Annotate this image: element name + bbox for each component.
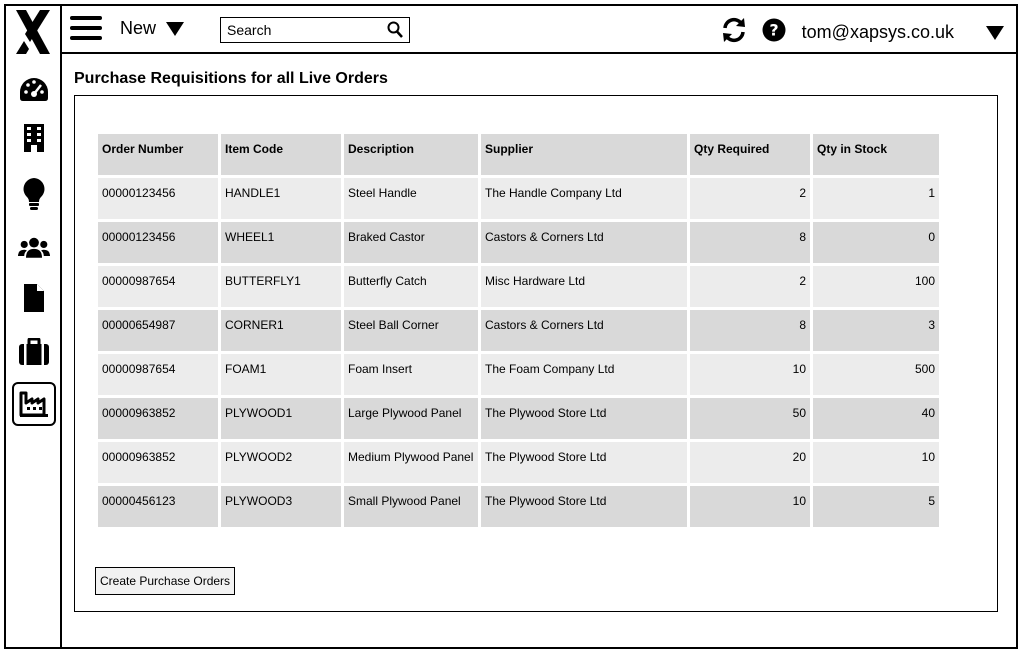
table-cell: 00000456123 (98, 486, 218, 527)
search-icon[interactable] (387, 21, 403, 44)
building-icon[interactable] (18, 122, 50, 154)
table-cell: 500 (813, 354, 939, 395)
table-row[interactable] (98, 354, 939, 395)
table-row[interactable] (98, 442, 939, 483)
table-cell: 1 (813, 178, 939, 219)
table-cell: Steel Ball Corner (344, 310, 478, 351)
briefcase-icon[interactable] (18, 336, 50, 368)
users-icon[interactable] (18, 232, 50, 264)
table-cell: The Plywood Store Ltd (481, 442, 687, 483)
new-label: New (120, 18, 157, 38)
table-cell: Butterfly Catch (344, 266, 478, 307)
column-header[interactable]: Description (344, 134, 478, 175)
app-logo[interactable] (14, 8, 52, 56)
search-box (220, 17, 410, 43)
requisitions-panel (74, 95, 998, 612)
table-cell: 0 (813, 222, 939, 263)
table-row[interactable] (98, 310, 939, 351)
table-cell: CORNER1 (221, 310, 341, 351)
refresh-icon[interactable] (720, 16, 748, 49)
table-row[interactable] (98, 398, 939, 439)
table-cell: Large Plywood Panel (344, 398, 478, 439)
column-header[interactable]: Qty Required (690, 134, 810, 175)
table-cell: PLYWOOD2 (221, 442, 341, 483)
table-cell: Small Plywood Panel (344, 486, 478, 527)
sidebar (4, 4, 62, 649)
table-cell: 20 (690, 442, 810, 483)
table-cell: HANDLE1 (221, 178, 341, 219)
table-cell: PLYWOOD1 (221, 398, 341, 439)
new-dropdown-button[interactable] (120, 18, 184, 39)
table-row[interactable] (98, 178, 939, 219)
table-cell: 5 (813, 486, 939, 527)
column-header[interactable]: Item Code (221, 134, 341, 175)
table-cell: 3 (813, 310, 939, 351)
column-header[interactable]: Supplier (481, 134, 687, 175)
table-cell: 10 (813, 442, 939, 483)
table-cell: Steel Handle (344, 178, 478, 219)
factory-icon[interactable] (12, 382, 56, 426)
table-row[interactable] (98, 486, 939, 527)
menu-icon[interactable] (70, 16, 102, 40)
table-cell: 10 (690, 486, 810, 527)
help-icon[interactable] (762, 18, 786, 47)
user-email[interactable]: tom@xapsys.co.uk (801, 22, 954, 42)
table-cell: FOAM1 (221, 354, 341, 395)
table-cell: 00000963852 (98, 442, 218, 483)
column-header[interactable]: Order Number (98, 134, 218, 175)
table-cell: 40 (813, 398, 939, 439)
requisitions-table (95, 131, 942, 530)
table-cell: 10 (690, 354, 810, 395)
table-cell: WHEEL1 (221, 222, 341, 263)
table-cell: The Plywood Store Ltd (481, 398, 687, 439)
table-cell: 00000963852 (98, 398, 218, 439)
top-right-tools (720, 16, 1004, 49)
chevron-down-icon (166, 22, 184, 36)
document-icon[interactable] (18, 282, 50, 314)
table-cell: 00000987654 (98, 266, 218, 307)
search-input[interactable] (221, 22, 383, 38)
table-cell: 8 (690, 222, 810, 263)
table-cell: 00000123456 (98, 222, 218, 263)
table-cell: Misc Hardware Ltd (481, 266, 687, 307)
table-header-row (98, 134, 939, 175)
table-cell: PLYWOOD3 (221, 486, 341, 527)
column-header[interactable]: Qty in Stock (813, 134, 939, 175)
svg-text:?: ? (769, 20, 779, 40)
top-bar (60, 4, 1018, 54)
dashboard-icon[interactable] (18, 74, 50, 106)
table-row[interactable] (98, 222, 939, 263)
table-cell: 00000123456 (98, 178, 218, 219)
table-row[interactable] (98, 266, 939, 307)
table-cell: The Foam Company Ltd (481, 354, 687, 395)
page-title: Purchase Requisitions for all Live Orders (74, 70, 388, 87)
table-cell: BUTTERFLY1 (221, 266, 341, 307)
create-purchase-orders-button[interactable]: Create Purchase Orders (95, 567, 235, 595)
table-cell: The Plywood Store Ltd (481, 486, 687, 527)
lightbulb-icon[interactable] (18, 178, 50, 210)
table-cell: Medium Plywood Panel (344, 442, 478, 483)
table-cell: 100 (813, 266, 939, 307)
table-cell: The Handle Company Ltd (481, 178, 687, 219)
table-cell: 00000654987 (98, 310, 218, 351)
table-cell: Castors & Corners Ltd (481, 222, 687, 263)
table-cell: 2 (690, 178, 810, 219)
table-cell: 50 (690, 398, 810, 439)
table-cell: 00000987654 (98, 354, 218, 395)
table-cell: 8 (690, 310, 810, 351)
table-cell: Castors & Corners Ltd (481, 310, 687, 351)
table-cell: 2 (690, 266, 810, 307)
table-cell: Braked Castor (344, 222, 478, 263)
table-cell: Foam Insert (344, 354, 478, 395)
user-menu-chevron-icon[interactable] (986, 26, 1004, 40)
